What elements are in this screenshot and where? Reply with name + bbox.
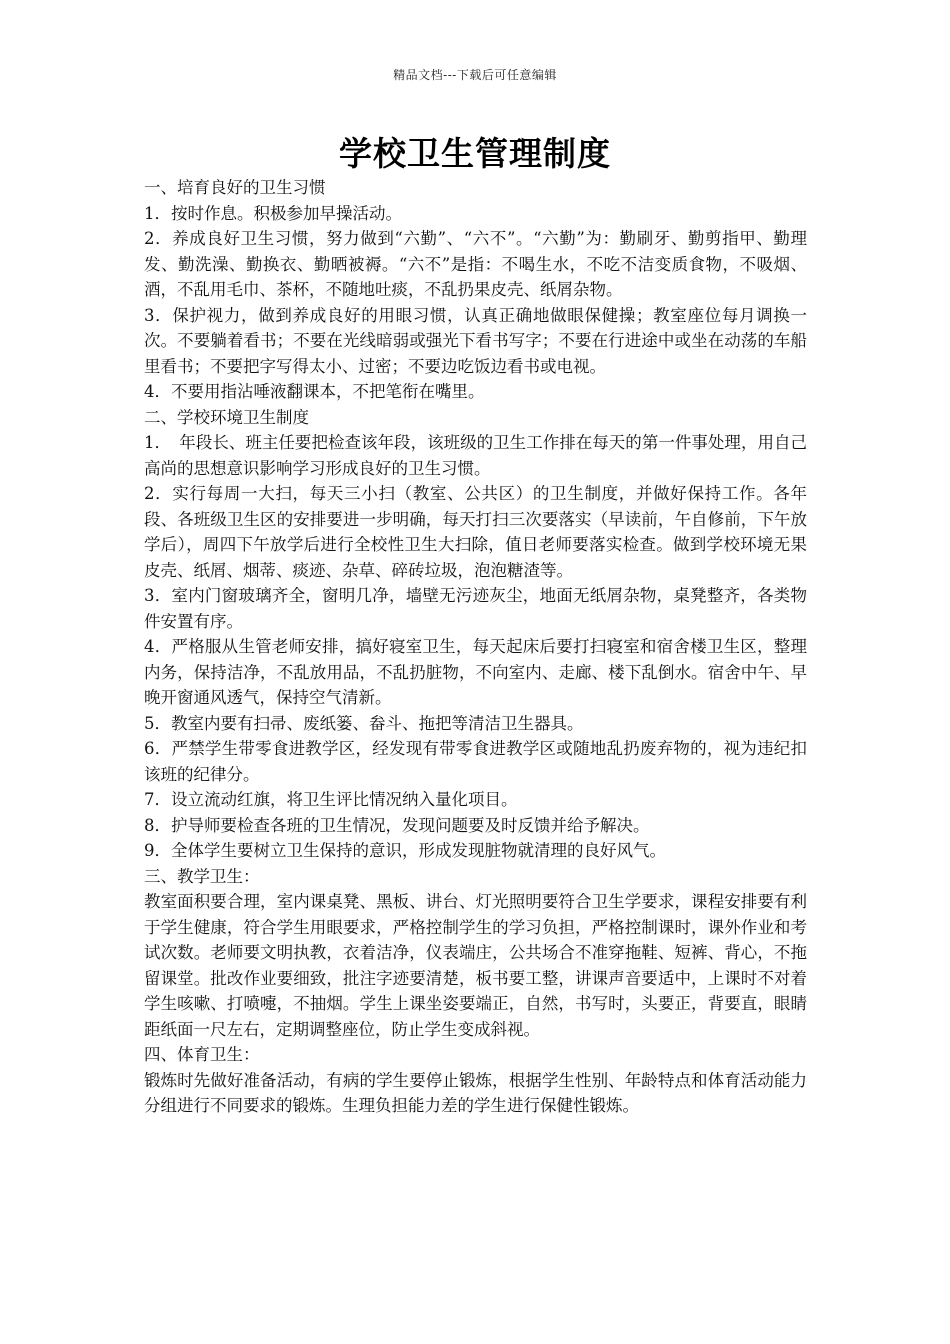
paragraph: 9．全体学生要树立卫生保持的意识，形成发现脏物就清理的良好风气。 [144,841,666,860]
paragraph: 2．实行每周一大扫，每天三小扫（教室、公共区）的卫生制度，并做好保持工作。各年段、各班级卫生区的安排要进一步明确，每天打扫三次要落实（早读前，午自修前，下午放学后），周四下午放学后进行全校性卫生大扫除，值日老师要落实检查。做到学校环境无果皮壳、纸屑、烟蒂、痰迹、杂草、碎砖垃圾，泡泡糖渣等。 [144,484,807,580]
header-note: 精品文档---下载后可任意编辑 [393,68,557,82]
paragraph: 1． 年段长、班主任要把检查该年段，该班级的卫生工作排在每天的第一件事处理，用自己高尚的思想意识影响学习形成良好的卫生习惯。 [144,433,807,478]
paragraph: 8．护导师要检查各班的卫生情况，发现问题要及时反馈并给予解决。 [144,815,650,835]
paragraph: 一、培育良好的卫生习惯 [144,178,326,197]
page-title: 学校卫生管理制度 [339,134,611,173]
paragraph: 7．设立流动红旗，将卫生评比情况纳入量化项目。 [144,790,518,809]
paragraph: 四、体育卫生： [144,1045,260,1064]
paragraph: 教室面积要合理，室内课桌凳、黑板、讲台、灯光照明要符合卫生学要求，课程安排要有利于学生健康，符合学生用眼要求，严格控制学生的学习负担，严格控制课时，课外作业和考试次数。老师要文明执教，衣着洁净，仪表端庄，公共场合不准穿拖鞋、短裤、背心，不拖留课堂。批改作业要细致，批注字迹要清楚，板书要工整，讲课声音要适中，上课时不对着学生咳嗽、打喷嚏，不抽烟。学生上课坐姿要端正，自然，书写时，头要正，背要直，眼睛距纸面一尺左右，定期调整座位，防止学生变成斜视。 [144,892,807,1039]
paragraph: 三、教学卫生： [144,866,260,886]
paragraph: 1．按时作息。积极参加早操活动。 [144,203,402,223]
paragraph: 二、学校环境卫生制度 [144,407,309,427]
paragraph: 2．养成良好卫生习惯，努力做到“六勤”、“六不”。“六勤”为：勤刷牙、勤剪指甲、勤理发、勤洗澡、勤换衣、勤晒被褥。“六不”是指：不喝生水，不吃不洁变质食物，不吸烟、酒，不乱用毛巾、茶杯，不随地吐痰，不乱扔果皮壳、纸屑杂物。 [144,229,807,299]
paragraph: 3．室内门窗玻璃齐全，窗明几净，墙壁无污迹灰尘，地面无纸屑杂物，桌凳整齐，各类物件安置有序。 [144,586,807,631]
paragraph: 6．严禁学生带零食进教学区，经发现有带零食进教学区或随地乱扔废弃物的，视为违纪扣该班的纪律分。 [144,739,807,784]
document-body [144,175,807,1119]
paragraph: 4．不要用指沾唾液翻课本，不把笔衔在嘴里。 [144,382,485,401]
paragraph: 锻炼时先做好准备活动，有病的学生要停止锻炼，根据学生性别、年龄特点和体育活动能力分组进行不同要求的锻炼。生理负担能力差的学生进行保健性锻炼。 [144,1070,807,1115]
paragraph: 5．教室内要有扫帚、废纸篓、畚斗、拖把等清洁卫生器具。 [144,713,584,733]
paragraph: 3．保护视力，做到养成良好的用眼习惯，认真正确地做眼保健操；教室座位每月调换一次。不要躺着看书；不要在光线暗弱或强光下看书写字；不要在行进途中或坐在动荡的车船里看书；不要把字写得太小、过密；不要边吃饭边看书或电视。 [144,305,807,376]
paragraph: 4．严格服从生管老师安排，搞好寝室卫生，每天起床后要打扫寝室和宿舍楼卫生区，整理内务，保持洁净，不乱放用品，不乱扔脏物，不向室内、走廊、楼下乱倒水。宿舍中午、早晚开窗通风透气，保持空气清新。 [144,637,807,707]
